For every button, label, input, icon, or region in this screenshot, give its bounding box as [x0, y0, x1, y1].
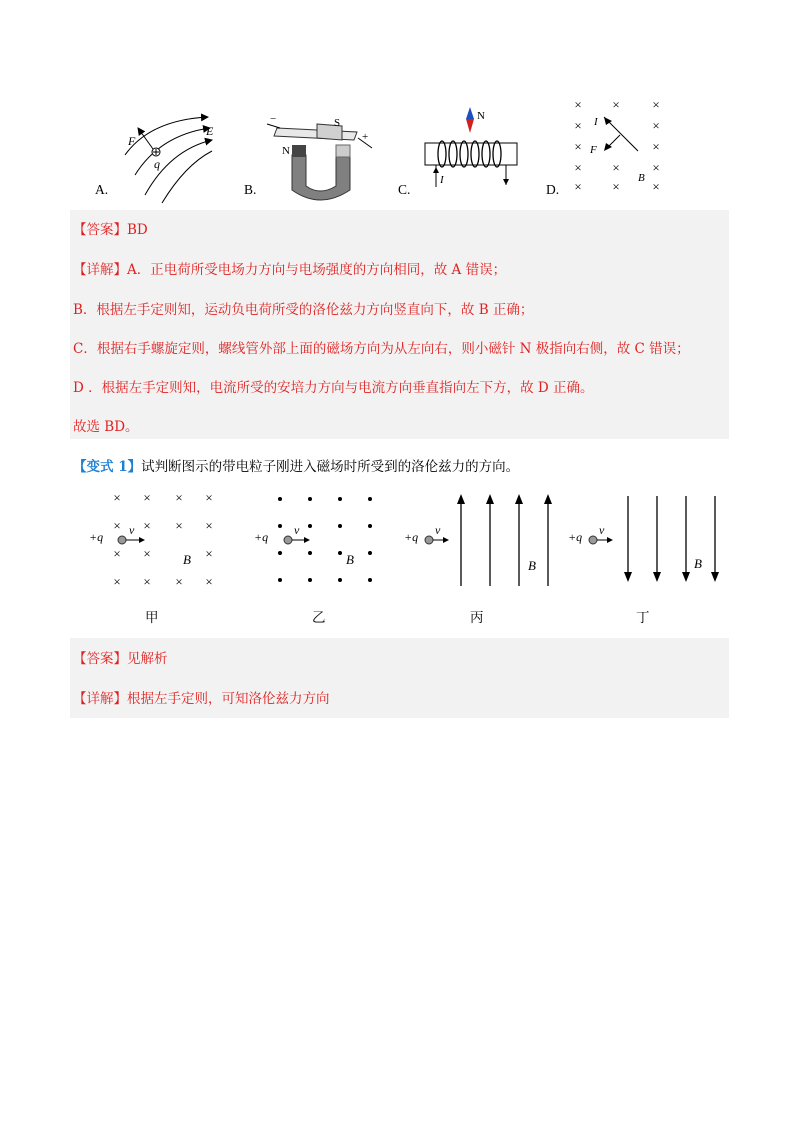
option-c-figure [420, 105, 530, 195]
svg-text:×: × [175, 518, 183, 533]
particle-label: +q [89, 530, 104, 544]
caption-jia: 甲 [145, 610, 159, 626]
svg-text:×: × [652, 118, 660, 133]
label-plus: + [362, 131, 369, 143]
figure-bing [402, 490, 562, 590]
field-label: B [694, 556, 702, 571]
field-label: B [346, 552, 354, 567]
answer-text: BD [127, 222, 148, 238]
variant-text: 试判断图示的带电粒子刚进入磁场时所受到的洛伦兹力的方向。 [141, 459, 520, 475]
svg-text:×: × [652, 139, 660, 154]
detail-line-d: D ．根据左手定则知，电流所受的安培力方向与电流方向垂直指向左下方，故 D 正确。 [73, 380, 594, 396]
variant-question [73, 455, 519, 475]
svg-text:×: × [612, 160, 620, 175]
svg-text:×: × [612, 97, 620, 112]
particle-label: +q [404, 530, 419, 544]
label-b: B [638, 172, 645, 184]
detail-text-a: A．正电荷所受电场力方向与电场强度的方向相同，故 A 错误； [127, 262, 507, 278]
detail-tag: 【详解】 [73, 691, 127, 707]
svg-text:×: × [205, 574, 213, 589]
option-c-label: C. [398, 182, 411, 197]
answer-tag: 【答案】 [73, 222, 127, 238]
label-q: q [154, 157, 160, 171]
svg-text:×: × [143, 574, 151, 589]
label-s: S [334, 117, 341, 129]
detail-conclusion: 故选 BD。 [73, 419, 139, 435]
svg-text:×: × [113, 518, 121, 533]
label-minus: − [270, 113, 277, 125]
svg-text:×: × [113, 546, 121, 561]
figure-ding [566, 490, 726, 590]
field-label: B [528, 558, 536, 573]
velocity-label: v [435, 523, 441, 537]
svg-text:×: × [205, 490, 213, 505]
detail-tag: 【详解】 [73, 262, 127, 278]
svg-text:×: × [574, 118, 582, 133]
answer-text: 见解析 [127, 651, 168, 667]
svg-text:×: × [574, 179, 582, 194]
label-f: F [590, 144, 597, 156]
svg-text:×: × [143, 546, 151, 561]
label-n: N [477, 110, 485, 122]
svg-text:×: × [143, 518, 151, 533]
option-a-label: A. [95, 182, 109, 197]
figure-yi [252, 488, 392, 593]
svg-text:×: × [612, 179, 620, 194]
svg-text:×: × [205, 546, 213, 561]
svg-text:×: × [652, 179, 660, 194]
caption-ding: 丁 [636, 610, 650, 626]
svg-text:×: × [652, 97, 660, 112]
label-i: I [440, 174, 444, 186]
label-e: E [206, 124, 214, 138]
svg-text:×: × [113, 574, 121, 589]
option-d-label: D. [546, 182, 560, 197]
option-a-figure [90, 95, 240, 205]
detail-text: 根据左手定则，可知洛伦兹力方向 [127, 691, 330, 707]
variant-tag: 【变式 1】 [73, 459, 142, 475]
field-label: B [183, 552, 191, 567]
detail-line-b: B．根据左手定则知，运动负电荷所受的洛伦兹力方向竖直向下，故 B 正确； [73, 302, 534, 318]
detail-line-c: C．根据右手螺旋定则，螺线管外部上面的磁场方向为从左向右，则小磁针 N 极指向右侧，故 C 错误； [73, 341, 690, 357]
label-f: F [128, 134, 136, 148]
option-b-label: B. [244, 182, 257, 197]
svg-text:×: × [574, 160, 582, 175]
velocity-label: v [294, 523, 300, 537]
svg-text:×: × [652, 160, 660, 175]
svg-text:×: × [175, 490, 183, 505]
answer-line-2 [73, 647, 168, 667]
particle-label: +q [254, 530, 269, 544]
svg-text:×: × [175, 574, 183, 589]
figure-jia [85, 488, 225, 593]
svg-text:×: × [574, 97, 582, 112]
velocity-label: v [599, 523, 605, 537]
caption-bing: 丙 [470, 610, 484, 626]
option-d-figure [568, 95, 668, 195]
caption-yi: 乙 [312, 610, 326, 626]
svg-text:×: × [143, 490, 151, 505]
particle-label: +q [568, 530, 583, 544]
svg-text:×: × [205, 518, 213, 533]
answer-line-1 [73, 218, 148, 238]
label-n: N [282, 145, 290, 157]
detail-line-2 [73, 687, 330, 707]
answer-block-1 [70, 210, 729, 439]
option-b-figure [262, 110, 382, 210]
velocity-label: v [129, 523, 135, 537]
svg-text:×: × [574, 139, 582, 154]
svg-text:×: × [113, 490, 121, 505]
detail-line-a [73, 258, 506, 278]
answer-tag: 【答案】 [73, 651, 127, 667]
label-i: I [594, 116, 598, 128]
